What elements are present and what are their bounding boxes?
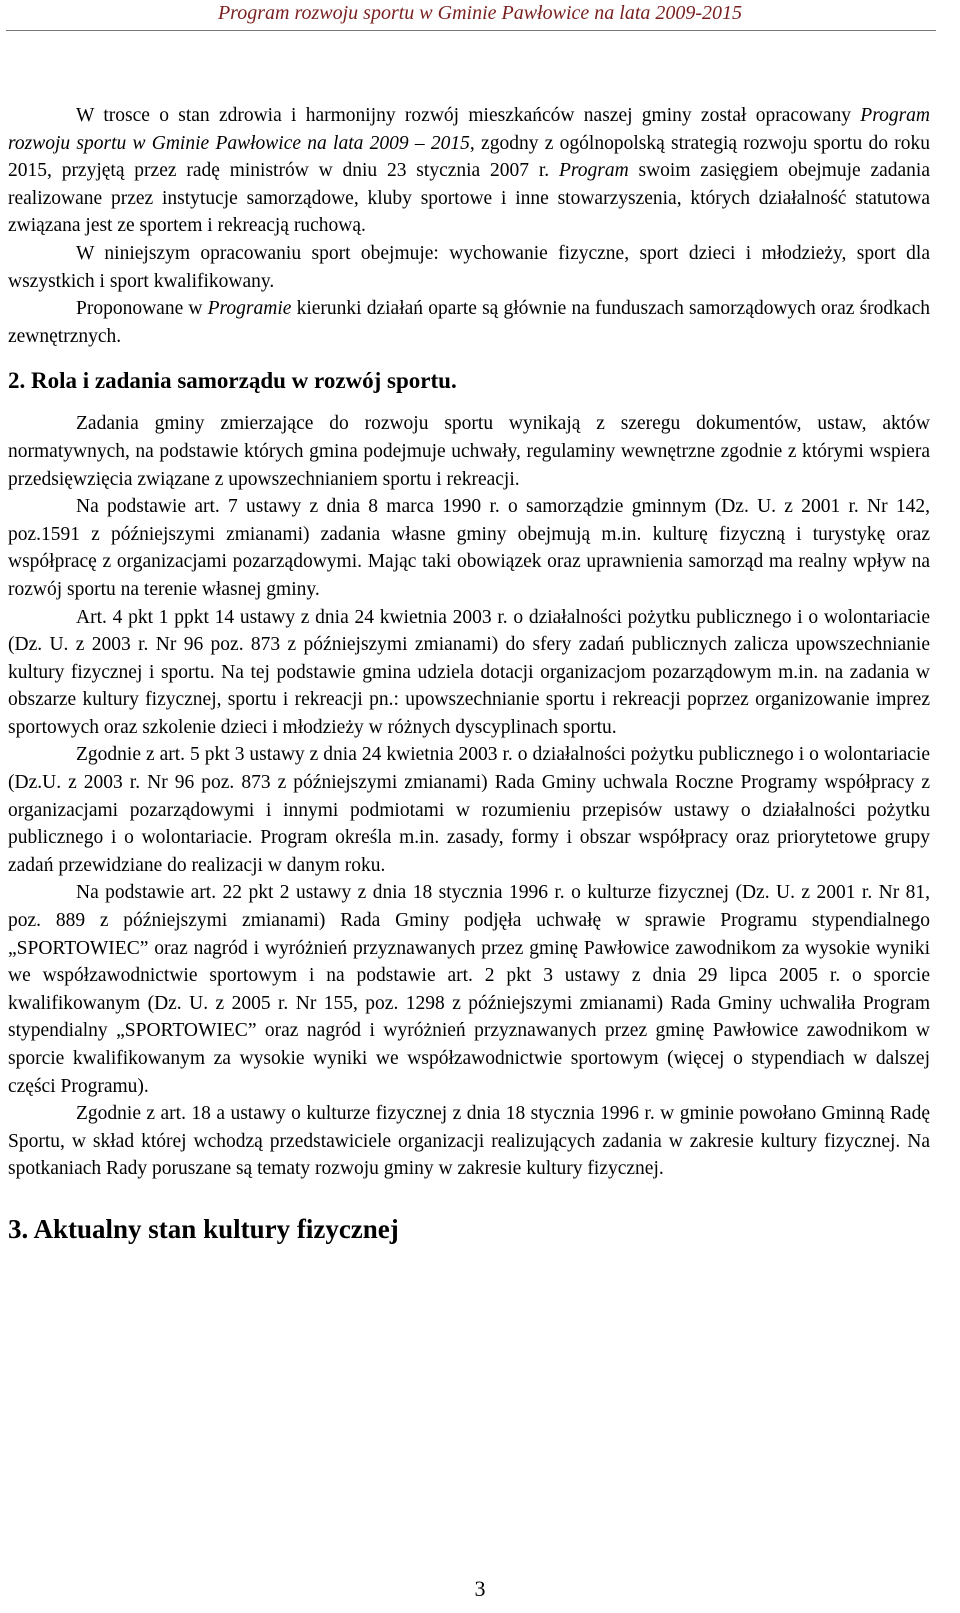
section-2-paragraph: Na podstawie art. 7 ustawy z dnia 8 marca 1990 r. o samorządzie gminnym (Dz. U. z 2001 r. Nr 142, poz.1591 z późniejszymi zmianami) zadania własne gminy obejmują m.in. kulturę fizyczną i turystykę oraz współpracę z organizacjami pozarządowymi. Mając taki obowiązek oraz uprawnienia samorząd ma realny wpływ na rozwój sportu na terenie własnej gminy. [8,496,930,600]
section-2-paragraph: Zgodnie z art. 18 a ustawy o kulturze fizycznej z dnia 18 stycznia 1996 r. w gminie powołano Gminną Radę Sportu, w skład której wchodzą przedstawiciele organizacji realizujących zadania w zakresie kultury fizycznej. Na spotkaniach Rady poruszane są tematy rozwoju gminy w zakresie kultury fizycznej. [8,1103,930,1180]
section-3-heading: 3. Aktualny stan kultury fizycznej [8,1213,399,1244]
intro-paragraph-2: W niniejszym opracowaniu sport obejmuje: wychowanie fizyczne, sport dzieci i młodzieży, sport dla wszystkich i sport kwalifikowany. [8,242,930,292]
section-2-paragraph: Zgodnie z art. 5 pkt 3 ustawy z dnia 24 kwietnia 2003 r. o działalności pożytku publicznego i o wolontariacie (Dz.U. z 2003 r. Nr 96 poz. 873 z późniejszymi zmianami) Rada Gminy uchwala Roczne Programy współpracy z organizacjami pozarządowymi i innymi podmiotami w rozumieniu przepisów ustawy o działalności pożytku publicznego i o wolontariacie. Program określa m.in. zasady, formy i obszar współpracy oraz priorytetowe grupy zadań przewidziane do realizacji w danym roku. [8,744,930,876]
intro-paragraph-1 [8,102,930,240]
intro-text: , zgodny z ogólnopolską strategią rozwoju sportu do roku 2015, przyjętą przez radę ministrów w dniu 23 stycznia 2007 r. [8,132,930,182]
section-2-heading: 2. Rola i zadania samorządu w rozwój sportu. [8,368,457,394]
header-divider [6,30,936,31]
intro-paragraph-3 [8,295,930,350]
section-2-paragraph: Art. 4 pkt 1 ppkt 14 ustawy z dnia 24 kwietnia 2003 r. o działalności pożytku publicznego i o wolontariacie (Dz. U. z 2003 r. Nr 96 poz. 873 z późniejszymi zmianami) do sfery zadań publicznych zalicza upowszechnianie kultury fizycznej i sportu. Na tej podstawie gmina udziela dotacji organizacjom pozarządowym m.in. na zadania w obszarze kultury fizycznej, sportu i rekreacji pn.: upowszechnianie sportu i rekreacji poprzez organizowanie imprez sportowych oraz szkolenie dzieci i młodzieży w różnych dyscyplinach sportu. [8,606,930,738]
intro-text: Proponowane w [76,298,208,320]
section-2-paragraph: Na podstawie art. 22 pkt 2 ustawy z dnia 18 stycznia 1996 r. o kulturze fizycznej (Dz. U. z 2001 r. Nr 81, poz. 889 z późniejszymi zmianami) Rada Gminy podjęła uchwałę w sprawie Programu stypendialnego „SPORTOWIEC” oraz nagród i wyróżnień przyznawanych przez gminę Pawłowice zawodnikom za wysokie wyniki we współzawodnictwie sportowym i na podstawie art. 2 pkt 3 ustawy z dnia 29 lipca 2005 r. o sporcie kwalifikowanym (Dz. U. z 2005 r. Nr 155, poz. 1298 z późniejszymi zmianami) Rada Gminy uchwaliła Program stypendialny „SPORTOWIEC” oraz nagród i wyróżnień przyznawanych przez gminę Pawłowice zawodnikom w sporcie kwalifikowanym za wysokie wyniki we współzawodnictwie sportowym (więcej o stypendiach w dalszej części Programu). [8,882,930,1097]
programie-italic: Programie [207,298,292,320]
running-header: Program rozwoju sportu w Gminie Pawłowice na lata 2009-2015 [217,2,743,24]
intro-text: W trosce o stan zdrowia i harmonijny rozwój mieszkańców naszej gminy został opracowany [76,105,861,126]
document-body [8,102,930,1245]
program-word-italic: Program [558,160,629,182]
intro-text: kierunki działań oparte są głównie na funduszach samorządowych oraz środkach zewnętrznych. [8,298,930,347]
program-title-italic: Program rozwoju sportu w Gminie Pawłowice na lata 2009 – 2015 [8,105,930,154]
intro-text: swoim zasięgiem obejmuje zadania realizowane przez instytucje samorządowe, kluby sportowe i inne stowarzyszenia, których działalność statutowa związana jest ze sportem i rekreacją ruchową. [8,160,930,237]
section-2-paragraph: Zadania gminy zmierzające do rozwoju sportu wynikają z szeregu dokumentów, ustaw, aktów normatywnych, na podstawie których gmina podejmuje uchwały, regulaminy wewnętrzne zgodnie z którymi wspiera przedsięwzięcia związane z upowszechnianiem sportu i rekreacji. [8,413,930,490]
page-number: 3 [474,1576,486,1601]
